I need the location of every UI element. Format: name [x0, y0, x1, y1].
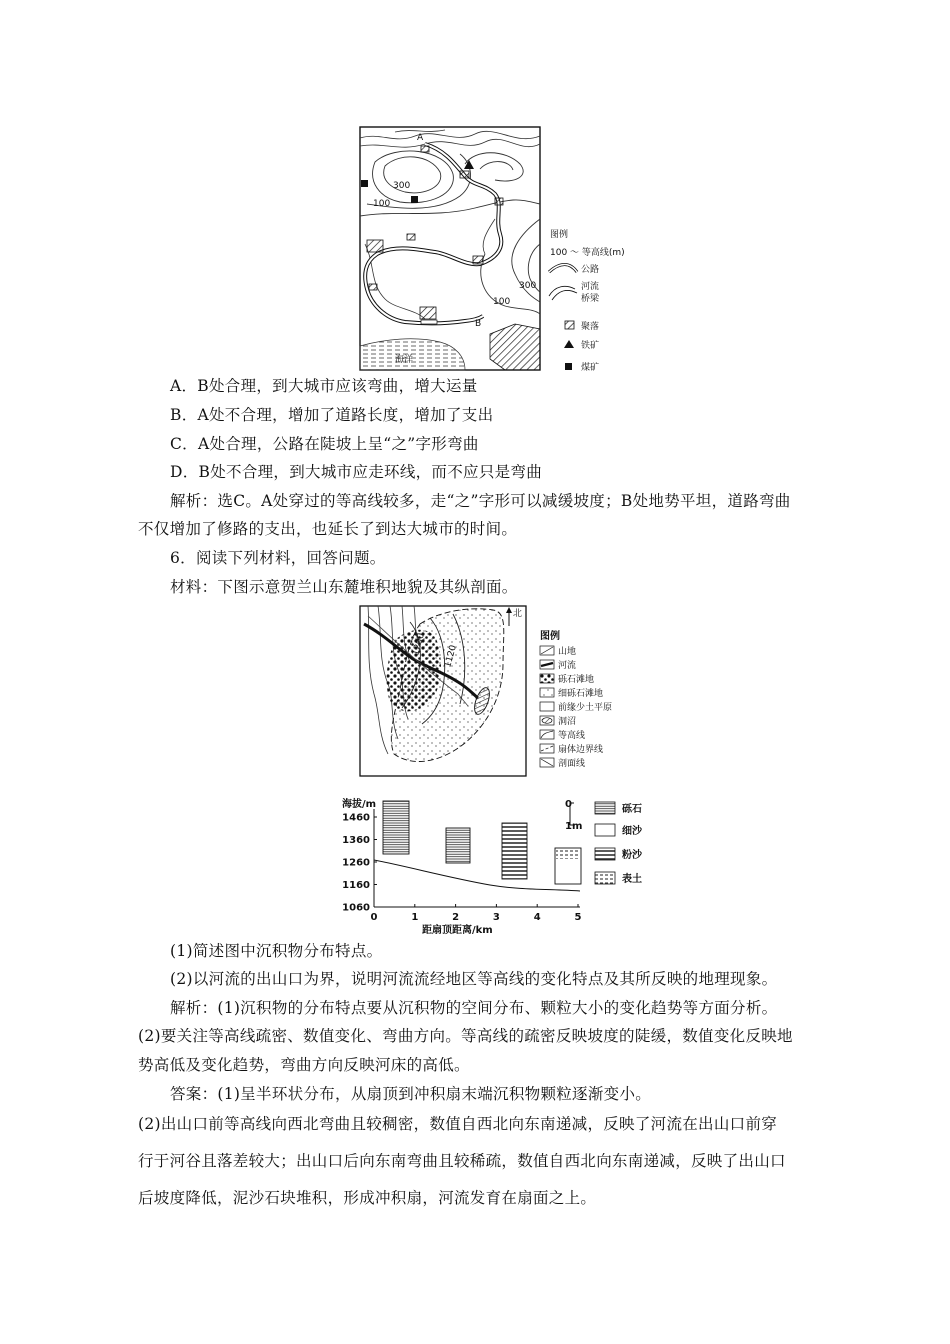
answer-line2: (2)出山口前等高线向西北弯曲且较稠密，数值自西北向东南递减，反映了河流在出山口前穿 [138, 1115, 778, 1133]
q6-title: 6．阅读下列材料，回答问题。 [170, 549, 386, 567]
contour-100-right: 100 [493, 297, 511, 307]
svg-text:图例: 图例 [540, 631, 560, 642]
q5-analysis-line1: 解析：选C。A处穿过的等高线较多，走“之”字形可以减缓坡度；B处地势平坦，道路弯曲 [170, 492, 791, 510]
option-c: C．A处合理，公路在陡坡上呈“之”字形弯曲 [170, 435, 479, 453]
contour-1120-label: 1120 [443, 644, 459, 669]
x-tick-label: 1 [411, 912, 419, 923]
svg-text:砾石滩地: 砾石滩地 [558, 675, 595, 685]
svg-text:100 ～ 等高线(m): 100 ～ 等高线(m) [550, 248, 625, 258]
svg-text:表土: 表土 [622, 874, 642, 885]
x-tick-label: 0 [370, 912, 378, 923]
big-city [490, 324, 540, 370]
svg-text:铁矿: 铁矿 [581, 341, 600, 351]
profile-curve [374, 860, 580, 891]
y-tick-label: 1160 [342, 880, 370, 891]
profile-legend [595, 802, 643, 885]
label-b: B [475, 319, 482, 329]
contour-100-left: 100 [373, 199, 391, 209]
y-tick-label: 1060 [342, 902, 370, 914]
alluvial-fan-map [358, 604, 628, 779]
answer-line4: 后坡度降低，泥沙石块堆积，形成冲积扇，河流发育在扇面之上。 [138, 1189, 597, 1207]
y-tick-label: 1360 [342, 835, 370, 846]
svg-text:扇体边界线: 扇体边界线 [558, 745, 604, 755]
svg-text:前缘少土平原: 前缘少土平原 [558, 703, 613, 713]
column-fine-sand [446, 828, 470, 863]
q6-analysis-line3: 势高低及变化趋势，弯曲方向反映河床的高低。 [138, 1056, 470, 1074]
north-arrow [506, 607, 512, 626]
svg-text:细沙: 细沙 [622, 826, 642, 837]
profile-ylabel: 海拔/m [342, 799, 377, 810]
q6-material: 材料：下图示意贺兰山东麓堆积地貌及其纵剖面。 [170, 578, 518, 596]
column-topsoil [555, 848, 581, 884]
svg-text:1m: 1m [565, 821, 583, 832]
svg-text:煤矿: 煤矿 [581, 363, 600, 373]
coal-mine-icon [411, 196, 418, 203]
option-a: A．B处合理，到大城市应该弯曲，增大运量 [170, 377, 478, 395]
svg-text:洞沼: 洞沼 [558, 717, 577, 727]
column-gravel [383, 801, 409, 854]
q5-analysis-line2: 不仅增加了修路的支出，也延长了到达大城市的时间。 [138, 520, 518, 538]
road [365, 144, 501, 323]
map1-legend [549, 228, 625, 373]
coal-mine-icon [361, 180, 368, 187]
svg-text:公路: 公路 [581, 265, 600, 275]
label-a: A [417, 133, 424, 143]
answer-line1: 答案：(1)呈半环状分布，从扇顶到冲积扇末端沉积物颗粒逐渐变小。 [170, 1085, 652, 1103]
svg-text:聚落: 聚落 [581, 322, 600, 332]
svg-text:砾石: 砾石 [622, 804, 642, 815]
y-tick-label: 1260 [342, 857, 370, 869]
profile-xlabel: 距扇顶距离/km [422, 925, 493, 936]
svg-text:细砾石滩地: 细砾石滩地 [558, 689, 604, 699]
scale-bar [565, 799, 582, 832]
sea-label: 海洋 [395, 355, 414, 365]
option-d: D．B处不合理，到大城市应走环线，而不应只是弯曲 [170, 463, 543, 481]
q6-analysis-line1: 解析：(1)沉积物的分布特点要从沉积物的空间分布、颗粒大小的变化趋势等方面分析。 [170, 999, 778, 1017]
svg-text:剖面线: 剖面线 [558, 759, 586, 769]
x-tick-label: 2 [452, 912, 460, 923]
option-b: B．A处不合理，增加了道路长度，增加了支出 [170, 406, 494, 424]
iron-mine-icon [464, 160, 474, 169]
contour-300-right: 300 [519, 281, 537, 291]
svg-text:山地: 山地 [558, 647, 577, 657]
svg-text:图例: 图例 [550, 230, 569, 240]
longitudinal-profile [330, 793, 670, 943]
north-label: 北 [513, 609, 523, 619]
map2-legend [540, 629, 612, 769]
svg-text:河流: 河流 [558, 661, 577, 671]
svg-text:粉沙: 粉沙 [622, 850, 642, 861]
contour-1200-label: 1200 [411, 632, 427, 657]
svg-text:等高线: 等高线 [558, 731, 586, 741]
svg-text:河流: 河流 [581, 282, 600, 292]
road-contour-map [355, 124, 625, 374]
question-2: (2)以河流的出山口为界，说明河流流经地区等高线的变化特点及其所反映的地理现象。 [170, 970, 778, 988]
x-tick-label: 4 [533, 912, 541, 923]
contour-300-left: 300 [393, 181, 411, 191]
svg-text:0: 0 [565, 799, 572, 810]
x-tick-label: 5 [574, 912, 582, 923]
y-tick-label: 1460 [342, 812, 370, 824]
column-silt [502, 823, 527, 879]
q6-analysis-line2: (2)要关注等高线疏密、数值变化、弯曲方向。等高线的疏密反映坡度的陡缓，数值变化反映地 [138, 1027, 793, 1045]
question-1: (1)简述图中沉积物分布特点。 [170, 942, 383, 960]
x-tick-label: 3 [492, 912, 500, 923]
answer-line3: 行于河谷且落差较大；出山口后向东南弯曲且较稀疏，数值自西北向东南递减，反映了出山口 [138, 1152, 786, 1170]
svg-text:桥梁: 桥梁 [581, 294, 600, 304]
